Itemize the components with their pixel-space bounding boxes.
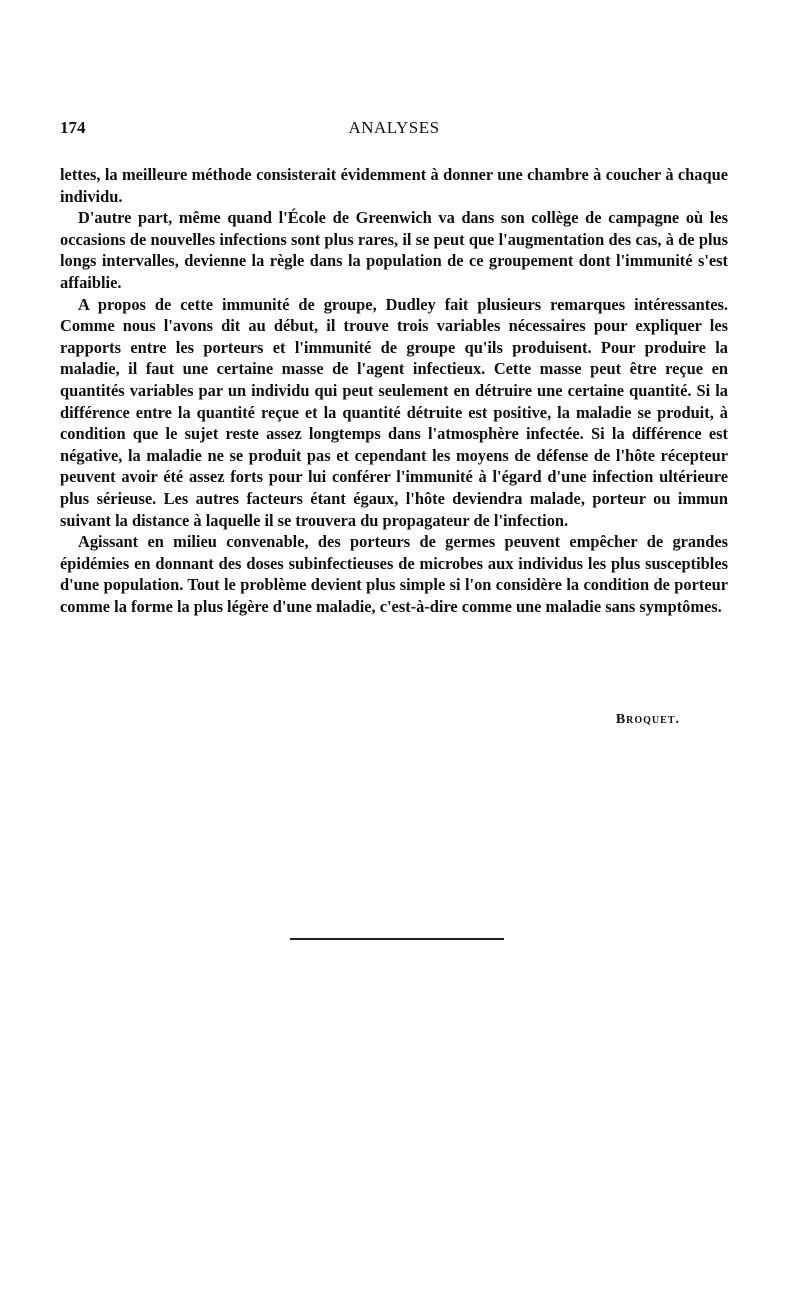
article-body xyxy=(60,164,728,617)
paragraph: Agissant en milieu convenable, des porteurs de germes peuvent empêcher de grandes épidémies en donnant des doses subinfectieuses de microbes aux individus les plus susceptibles d'une population. Tout le problème devient plus simple si l'on considère la condition de porteur comme la forme la plus légère d'une maladie, c'est-à-dire comme une maladie sans symptômes. xyxy=(60,532,728,616)
running-title: ANALYSES xyxy=(348,118,440,137)
page-number: 174 xyxy=(60,118,86,137)
end-rule-divider xyxy=(290,938,504,940)
paragraph: D'autre part, même quand l'École de Greenwich va dans son collège de campagne où les occasions de nouvelles infections sont plus rares, il se peut que l'augmentation des cas, à de plus longs intervalles, devienne la règle dans la population de ce groupement dont l'immunité s'est affaiblie. xyxy=(60,208,728,292)
paragraph-continuation: lettes, la meilleure méthode consisterait évidemment à donner une chambre à coucher à chaque individu. xyxy=(60,165,728,206)
author-signature: Broquet. xyxy=(615,712,680,727)
page-header xyxy=(60,118,728,138)
paragraph: A propos de cette immunité de groupe, Dudley fait plusieurs remarques intéressantes. Comme nous l'avons dit au début, il trouve trois variables nécessaires pour expliquer les rapports entre les porteurs et l'immunité de groupe qu'ils produisent. Pour produire la maladie, il faut une certaine masse de l'agent infectieux. Cette masse peut être reçue en quantités variables par un individu qui peut seulement en détruire une certaine quantité. Si la différence entre la quantité reçue et la quantité détruite est positive, la maladie se produit, à condition que le sujet reste assez longtemps dans l'atmosphère infectée. Si la différence est négative, la maladie ne se produit pas et cependant les moyens de défense de l'hôte récepteur peuvent avoir été assez forts pour lui conférer l'immunité à l'égard d'une infection ultérieure plus sérieuse. Les autres facteurs étant égaux, l'hôte deviendra malade, porteur ou immun suivant la distance à laquelle il se trouvera du propagateur de l'infection. xyxy=(60,294,728,530)
